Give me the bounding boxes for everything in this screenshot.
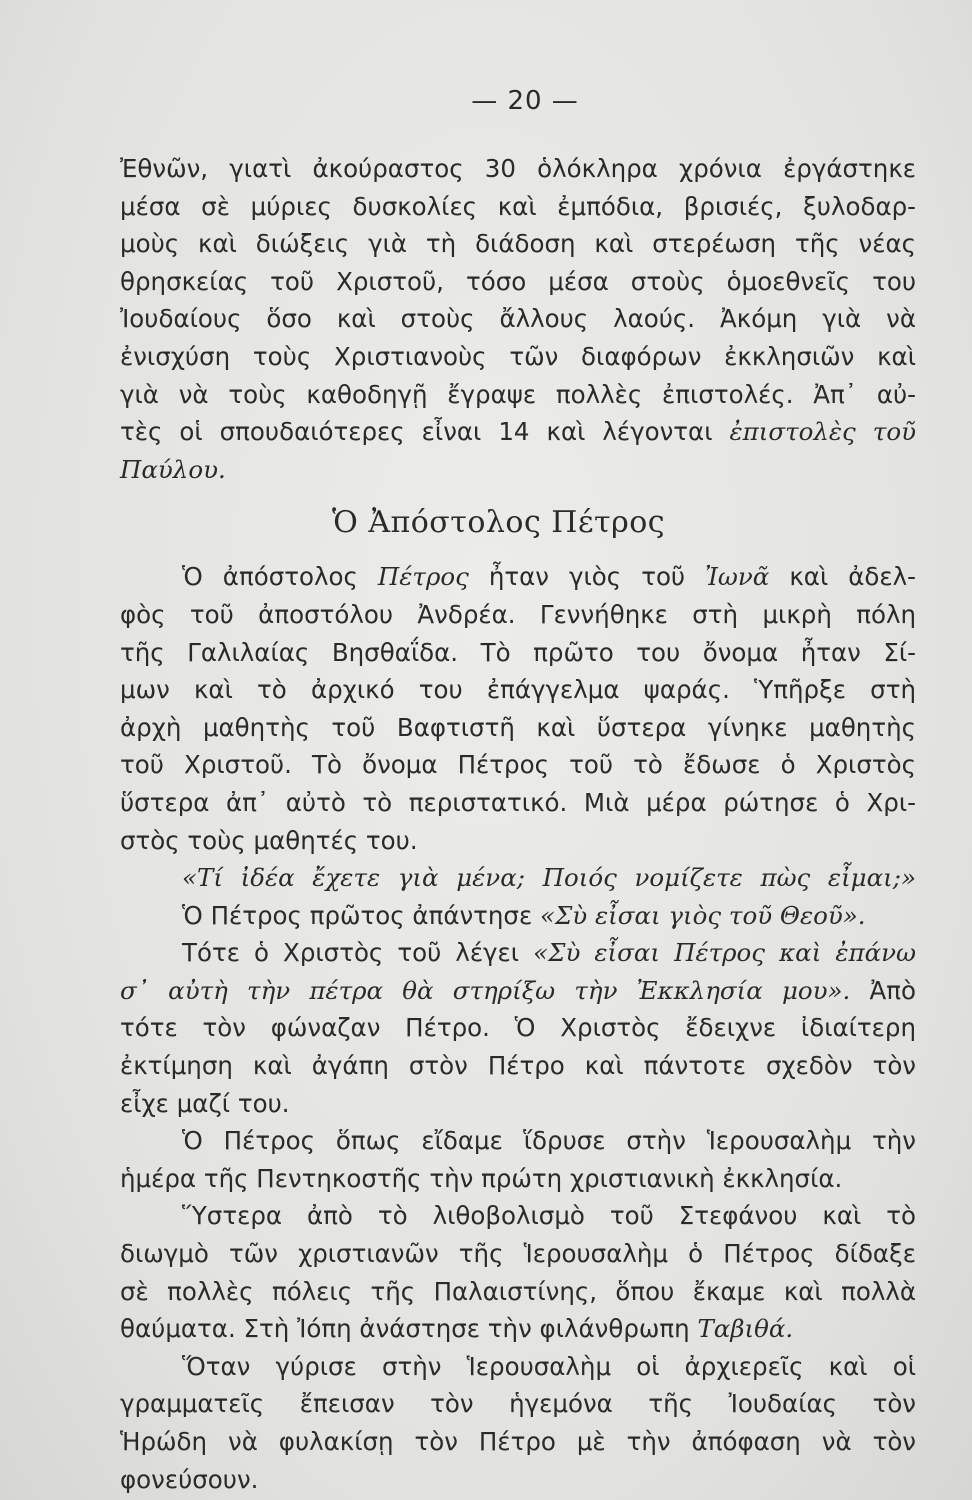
text-line: ἐνισχύση τοὺς Χριστιανοὺς τῶν διαφόρων ἐκκλησιῶν καὶ (120, 341, 916, 371)
page-number: — 20 — (471, 86, 579, 116)
epistles-title: ἐπιστολὲς τοῦ (729, 417, 916, 447)
text-line: φονεύσουν. (120, 1464, 259, 1494)
text-line: Ὅταν γύρισε στὴν Ἱερουσαλὴμ οἱ ἀρχιερεῖς καὶ οἱ (182, 1351, 916, 1381)
text-line: Ἡρώδη νὰ φυλακίσῃ τὸν Πέτρο μὲ τὴν ἀπόφαση νὰ τὸν (120, 1427, 916, 1456)
text-segment: Ἀπὸ (850, 975, 916, 1005)
text-segment: τὲς οἱ σπουδαιότερες εἶναι 14 καὶ λέγονται (120, 417, 713, 447)
text-line: γιὰ νὰ τοὺς καθοδηγῇ ἔγραψε πολλὲς ἐπιστολές. Ἀπ᾽ αὐ- (120, 379, 916, 409)
text-segment: ἦταν γιὸς τοῦ (468, 562, 706, 592)
quote-christ: «Σὺ εἶσαι Πέτρος καὶ ἐπάνω (533, 938, 917, 968)
text-line: θρησκείας τοῦ Χριστοῦ, τόσο μέσα στοὺς ὁμοεθνεῖς του (120, 266, 916, 296)
text-line (120, 897, 916, 935)
body-text (120, 150, 916, 1498)
text-line: τότε τὸν φώναζαν Πέτρο. Ὁ Χριστὸς ἔδειχνε ἰδιαίτερη (120, 1013, 916, 1043)
quote-christ-cont: σ᾽ αὐτὴ τὴν πέτρα θὰ στηρίξω τὴν Ἐκκλησία μου». (120, 975, 851, 1005)
text-line: σὲ πολλὲς πόλεις τῆς Παλαιστίνης, ὅπου ἔκαμε καὶ πολλὰ (120, 1276, 916, 1306)
name-iona: Ἰωνᾶ (705, 562, 770, 592)
text-line: Ὁ Πέτρος ὅπως εἴδαμε ἵδρυσε στὴν Ἱερουσαλὴμ τὴν (182, 1126, 916, 1156)
text-line: τοῦ Χριστοῦ. Τὸ ὄνομα Πέτρος τοῦ τὸ ἔδωσε ὁ Χριστὸς (120, 750, 916, 780)
text-line (120, 413, 916, 451)
text-line: μων καὶ τὸ ἀρχικό του ἐπάγγελμα ψαράς. Ὑπῆρξε στὴ (120, 675, 916, 705)
text-line: ἡμέρα τῆς Πεντηκοστῆς τὴν πρώτη χριστιανικὴ ἐκκλησία. (120, 1163, 843, 1193)
text-line (120, 451, 916, 489)
text-line: εἶχε μαζί του. (120, 1088, 290, 1118)
quote-answer: «Σὺ εἶσαι γιὸς τοῦ Θεοῦ». (540, 900, 866, 930)
name-tabitha: Ταβιθά. (697, 1314, 794, 1344)
text-line: τῆς Γαλιλαίας Βησθαΐδα. Τὸ πρῶτο του ὄνομα ἦταν Σί- (120, 637, 916, 667)
text-line (120, 1310, 916, 1348)
section-heading: Ὁ Ἀπόστολος Πέτρος (332, 505, 666, 541)
text-line: μέσα σὲ μύριες δυσκολίες καὶ ἐμπόδια, βρισιές, ξυλοδαρ- (120, 191, 916, 221)
text-segment: Τότε ὁ Χριστὸς τοῦ λέγει (182, 938, 534, 968)
text-line: στὸς τοὺς μαθητές του. (120, 825, 418, 855)
text-segment: Ὁ Πέτρος πρῶτος ἀπάντησε (182, 900, 540, 930)
name-petros: Πέτρος (377, 562, 469, 592)
text-line: ἐκτίμηση καὶ ἀγάπη στὸν Πέτρο καὶ πάντοτε σχεδὸν τὸν (120, 1051, 916, 1081)
text-line: ἀρχὴ μαθητὴς τοῦ Βαφτιστῆ καὶ ὕστερα γίνηκε μαθητὴς (120, 712, 916, 742)
epistles-title-end: Παύλου. (120, 454, 226, 484)
text-line: Ὕστερα ἀπὸ τὸ λιθοβολισμὸ τοῦ Στεφάνου καὶ τὸ (182, 1201, 916, 1231)
text-line: φὸς τοῦ ἀποστόλου Ἀνδρέα. Γεννήθηκε στὴ μικρὴ πόλη (120, 599, 916, 629)
text-line (120, 972, 916, 1010)
text-line: διωγμὸ τῶν χριστιανῶν τῆς Ἱερουσαλὴμ ὁ Πέτρος δίδαξε (120, 1239, 916, 1269)
text-line (120, 558, 916, 596)
text-segment: Ὁ ἀπόστολος (182, 562, 378, 592)
text-segment: καὶ ἀδελ- (769, 562, 916, 592)
text-segment: θαύματα. Στὴ Ἰόπη ἀνάστησε τὴν φιλάνθρωπη (120, 1314, 698, 1344)
text-line (120, 934, 916, 972)
text-line: Ἰουδαίους ὅσο καὶ στοὺς ἄλλους λαούς. Ἀκόμη γιὰ νὰ (120, 304, 916, 334)
text-line: μοὺς καὶ διώξεις γιὰ τὴ διάδοση καὶ στερέωση τῆς νέας (120, 229, 916, 259)
text-line: ὕστερα ἀπ᾽ αὐτὸ τὸ περιστατικό. Μιὰ μέρα ρώτησε ὁ Χρι- (120, 787, 916, 817)
text-line: Ἐθνῶν, γιατὶ ἀκούραστος 30 ὁλόκληρα χρόνια ἐργάστηκε (120, 154, 916, 183)
text-line: γραμματεῖς ἔπεισαν τὸν ἡγεμόνα τῆς Ἰουδαίας τὸν (120, 1389, 916, 1419)
quote-line: «Τί ἰδέα ἔχετε γιὰ μένα; Ποιός νομίζετε πὼς εἶμαι;» (182, 863, 916, 893)
